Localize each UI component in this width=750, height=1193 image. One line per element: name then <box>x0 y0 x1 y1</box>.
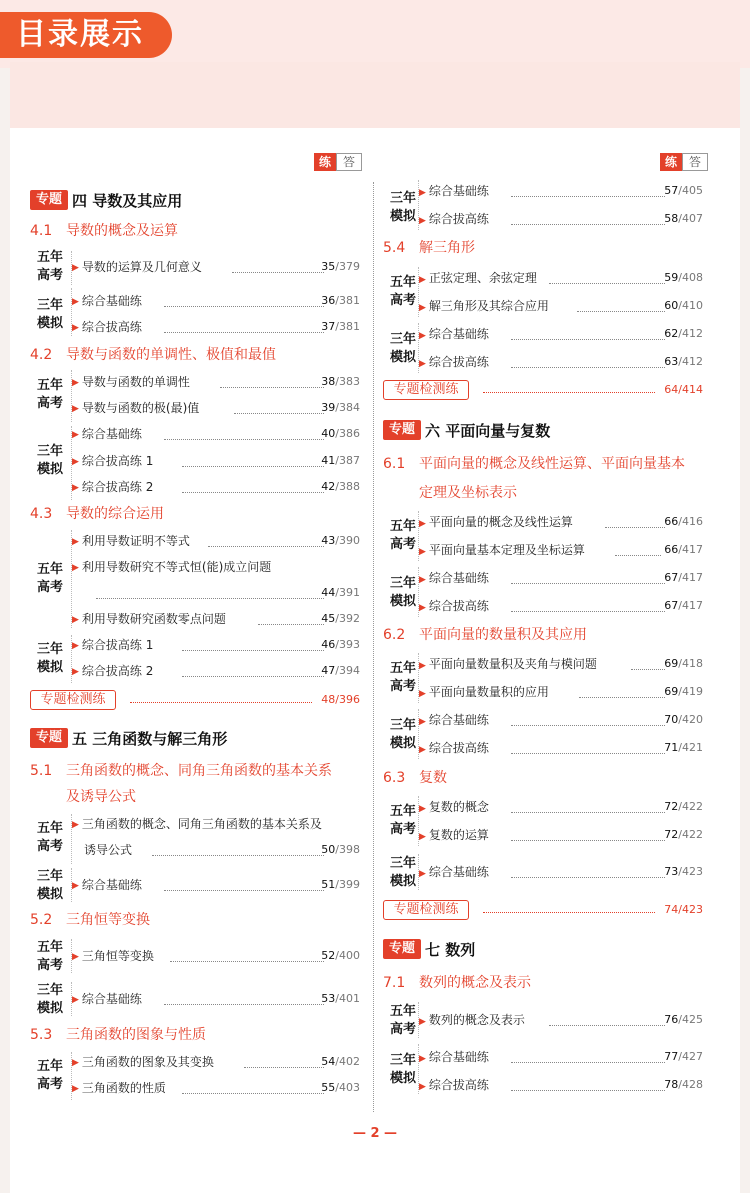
group-label-moni: 三年 模拟 <box>389 332 416 365</box>
section-heading[interactable]: 4.2 导数与函数的单调性、极值和最值 <box>30 347 276 363</box>
legend-da: 答 <box>682 153 708 171</box>
topic-review-link[interactable]: 专题检测练 74/423 <box>383 900 703 922</box>
toc-item-continued[interactable]: 44/391 <box>72 582 360 604</box>
section-heading[interactable]: 5.3 三角函数的图象与性质 <box>30 1027 206 1043</box>
group-label-gaokao: 五年 高考 <box>36 378 63 411</box>
topic-tag: 专题 <box>383 939 421 959</box>
toc-item[interactable]: ▶ 利用导数研究函数零点问题 45/392 <box>72 612 360 626</box>
group-label-moni: 三年 模拟 <box>389 718 416 751</box>
topic-review-link[interactable]: 专题检测练 48/396 <box>30 690 360 712</box>
section-heading-continued[interactable]: 定理及坐标表示 <box>419 485 517 501</box>
header-panel <box>10 62 740 128</box>
toc-item[interactable]: ▶ 平面向量数量积的应用 69/419 <box>419 685 703 699</box>
toc-item[interactable]: ▶ 综合基础练 77/427 <box>419 1050 703 1064</box>
toc-item[interactable]: ▶ 平面向量基本定理及坐标运算 66/417 <box>419 543 703 557</box>
toc-item[interactable]: ▶ 利用导数证明不等式 43/390 <box>72 534 360 548</box>
toc-item[interactable]: ▶ 三角函数的概念、同角三角函数的基本关系及 <box>72 817 322 831</box>
topic-tag: 专题 <box>30 728 68 748</box>
section-heading[interactable]: 5.1 三角函数的概念、同角三角函数的基本关系 <box>30 763 332 779</box>
group-label-moni: 三年 模拟 <box>36 983 63 1016</box>
toc-item[interactable]: ▶ 正弦定理、余弦定理 59/408 <box>419 271 703 285</box>
toc-item[interactable]: ▶ 综合基础练 57/405 <box>419 184 703 198</box>
toc-item[interactable]: ▶ 三角函数的图象及其变换 54/402 <box>72 1055 360 1069</box>
legend-lian: 练 <box>660 153 682 171</box>
toc-item[interactable]: ▶ 综合拔高练 1 41/387 <box>72 454 360 468</box>
group-label-moni: 三年 模拟 <box>36 869 63 902</box>
group-label-gaokao: 五年 高考 <box>389 1004 416 1037</box>
toc-item[interactable]: ▶ 复数的运算 72/422 <box>419 828 703 842</box>
toc-item[interactable]: ▶ 综合基础练 70/420 <box>419 713 703 727</box>
group-label-gaokao: 五年 高考 <box>389 661 416 694</box>
toc-item[interactable]: ▶ 综合拔高练 1 46/393 <box>72 638 360 652</box>
topic-heading: 专题 七 数列 <box>383 939 475 961</box>
toc-item[interactable]: ▶ 平面向量的概念及线性运算 66/416 <box>419 515 703 529</box>
topic-tag: 专题 <box>383 420 421 440</box>
toc-item[interactable]: ▶ 综合基础练 40/386 <box>72 427 360 441</box>
toc-item[interactable]: ▶ 综合基础练 53/401 <box>72 992 360 1006</box>
topic-heading: 专题 四 导数及其应用 <box>30 190 182 212</box>
group-label-gaokao: 五年 高考 <box>36 250 63 283</box>
toc-item[interactable]: ▶ 综合拔高练 2 42/388 <box>72 480 360 494</box>
section-heading-continued[interactable]: 及诱导公式 <box>66 789 136 805</box>
toc-item[interactable]: ▶ 综合基础练 51/399 <box>72 878 360 892</box>
toc-item[interactable]: ▶ 综合基础练 62/412 <box>419 327 703 341</box>
toc-item[interactable]: ▶ 综合拔高练 37/381 <box>72 320 360 334</box>
topic-review-link[interactable]: 专题检测练 64/414 <box>383 380 703 402</box>
toc-item[interactable]: ▶ 综合基础练 36/381 <box>72 294 360 308</box>
toc-item[interactable]: ▶ 综合基础练 73/423 <box>419 865 703 879</box>
group-label-gaokao: 五年 高考 <box>389 804 416 837</box>
toc-item[interactable]: ▶ 导数与函数的极(最)值 39/384 <box>72 401 360 415</box>
group-label-moni: 三年 模拟 <box>389 856 416 889</box>
toc-item[interactable]: ▶ 综合拔高练 2 47/394 <box>72 664 360 678</box>
section-heading[interactable]: 6.2 平面向量的数量积及其应用 <box>383 627 587 643</box>
toc-item[interactable]: ▶ 三角恒等变换 52/400 <box>72 949 360 963</box>
column-divider <box>373 182 374 1112</box>
toc-item[interactable]: ▶ 平面向量数量积及夹角与模问题 69/418 <box>419 657 703 671</box>
legend-lian: 练 <box>314 153 336 171</box>
toc-item[interactable]: ▶ 数列的概念及表示 76/425 <box>419 1013 703 1027</box>
toc-item[interactable]: ▶ 综合拔高练 58/407 <box>419 212 703 226</box>
legend-left <box>314 153 362 171</box>
toc-item-continued[interactable]: 诱导公式 50/398 <box>84 843 360 857</box>
toc-item[interactable]: ▶ 综合拔高练 67/417 <box>419 599 703 613</box>
toc-item[interactable]: ▶ 利用导数研究不等式恒(能)成立问题 <box>72 560 272 574</box>
group-label-gaokao: 五年 高考 <box>36 1059 63 1092</box>
page-title: 目录展示 <box>0 12 172 58</box>
toc-item[interactable]: ▶ 复数的概念 72/422 <box>419 800 703 814</box>
toc-item[interactable]: ▶ 解三角形及其综合应用 60/410 <box>419 299 703 313</box>
section-heading[interactable]: 6.3 复数 <box>383 770 447 786</box>
group-label-gaokao: 五年 高考 <box>389 519 416 552</box>
section-heading[interactable]: 7.1 数列的概念及表示 <box>383 975 531 991</box>
section-heading[interactable]: 4.1 导数的概念及运算 <box>30 223 178 239</box>
group-label-moni: 三年 模拟 <box>389 576 416 609</box>
toc-item[interactable]: ▶ 三角函数的性质 55/403 <box>72 1081 360 1095</box>
section-heading[interactable]: 4.3 导数的综合运用 <box>30 506 164 522</box>
toc-item[interactable]: ▶ 导数与函数的单调性 38/383 <box>72 375 360 389</box>
group-label-moni: 三年 模拟 <box>36 642 63 675</box>
legend-right <box>660 153 708 171</box>
toc-item[interactable]: ▶ 综合拔高练 71/421 <box>419 741 703 755</box>
group-label-moni: 三年 模拟 <box>36 298 63 331</box>
section-heading[interactable]: 5.2 三角恒等变换 <box>30 912 150 928</box>
section-heading[interactable]: 6.1 平面向量的概念及线性运算、平面向量基本 <box>383 456 685 472</box>
group-label-gaokao: 五年 高考 <box>389 275 416 308</box>
topic-heading: 专题 六 平面向量与复数 <box>383 420 550 442</box>
topic-heading: 专题 五 三角函数与解三角形 <box>30 728 227 750</box>
toc-item[interactable]: ▶ 综合拔高练 78/428 <box>419 1078 703 1092</box>
group-label-gaokao: 五年 高考 <box>36 940 63 973</box>
page-number: — 2 — <box>352 1126 398 1141</box>
toc-item[interactable]: ▶ 综合基础练 67/417 <box>419 571 703 585</box>
group-label-moni: 三年 模拟 <box>36 444 63 477</box>
group-label-moni: 三年 模拟 <box>389 1053 416 1086</box>
section-heading[interactable]: 5.4 解三角形 <box>383 240 475 256</box>
group-label-moni: 三年 模拟 <box>389 191 416 224</box>
legend-da: 答 <box>336 153 362 171</box>
group-label-gaokao: 五年 高考 <box>36 821 63 854</box>
toc-item[interactable]: ▶ 导数的运算及几何意义 35/379 <box>72 260 360 274</box>
toc-item[interactable]: ▶ 综合拔高练 63/412 <box>419 355 703 369</box>
topic-tag: 专题 <box>30 190 68 210</box>
group-label-gaokao: 五年 高考 <box>36 562 63 595</box>
